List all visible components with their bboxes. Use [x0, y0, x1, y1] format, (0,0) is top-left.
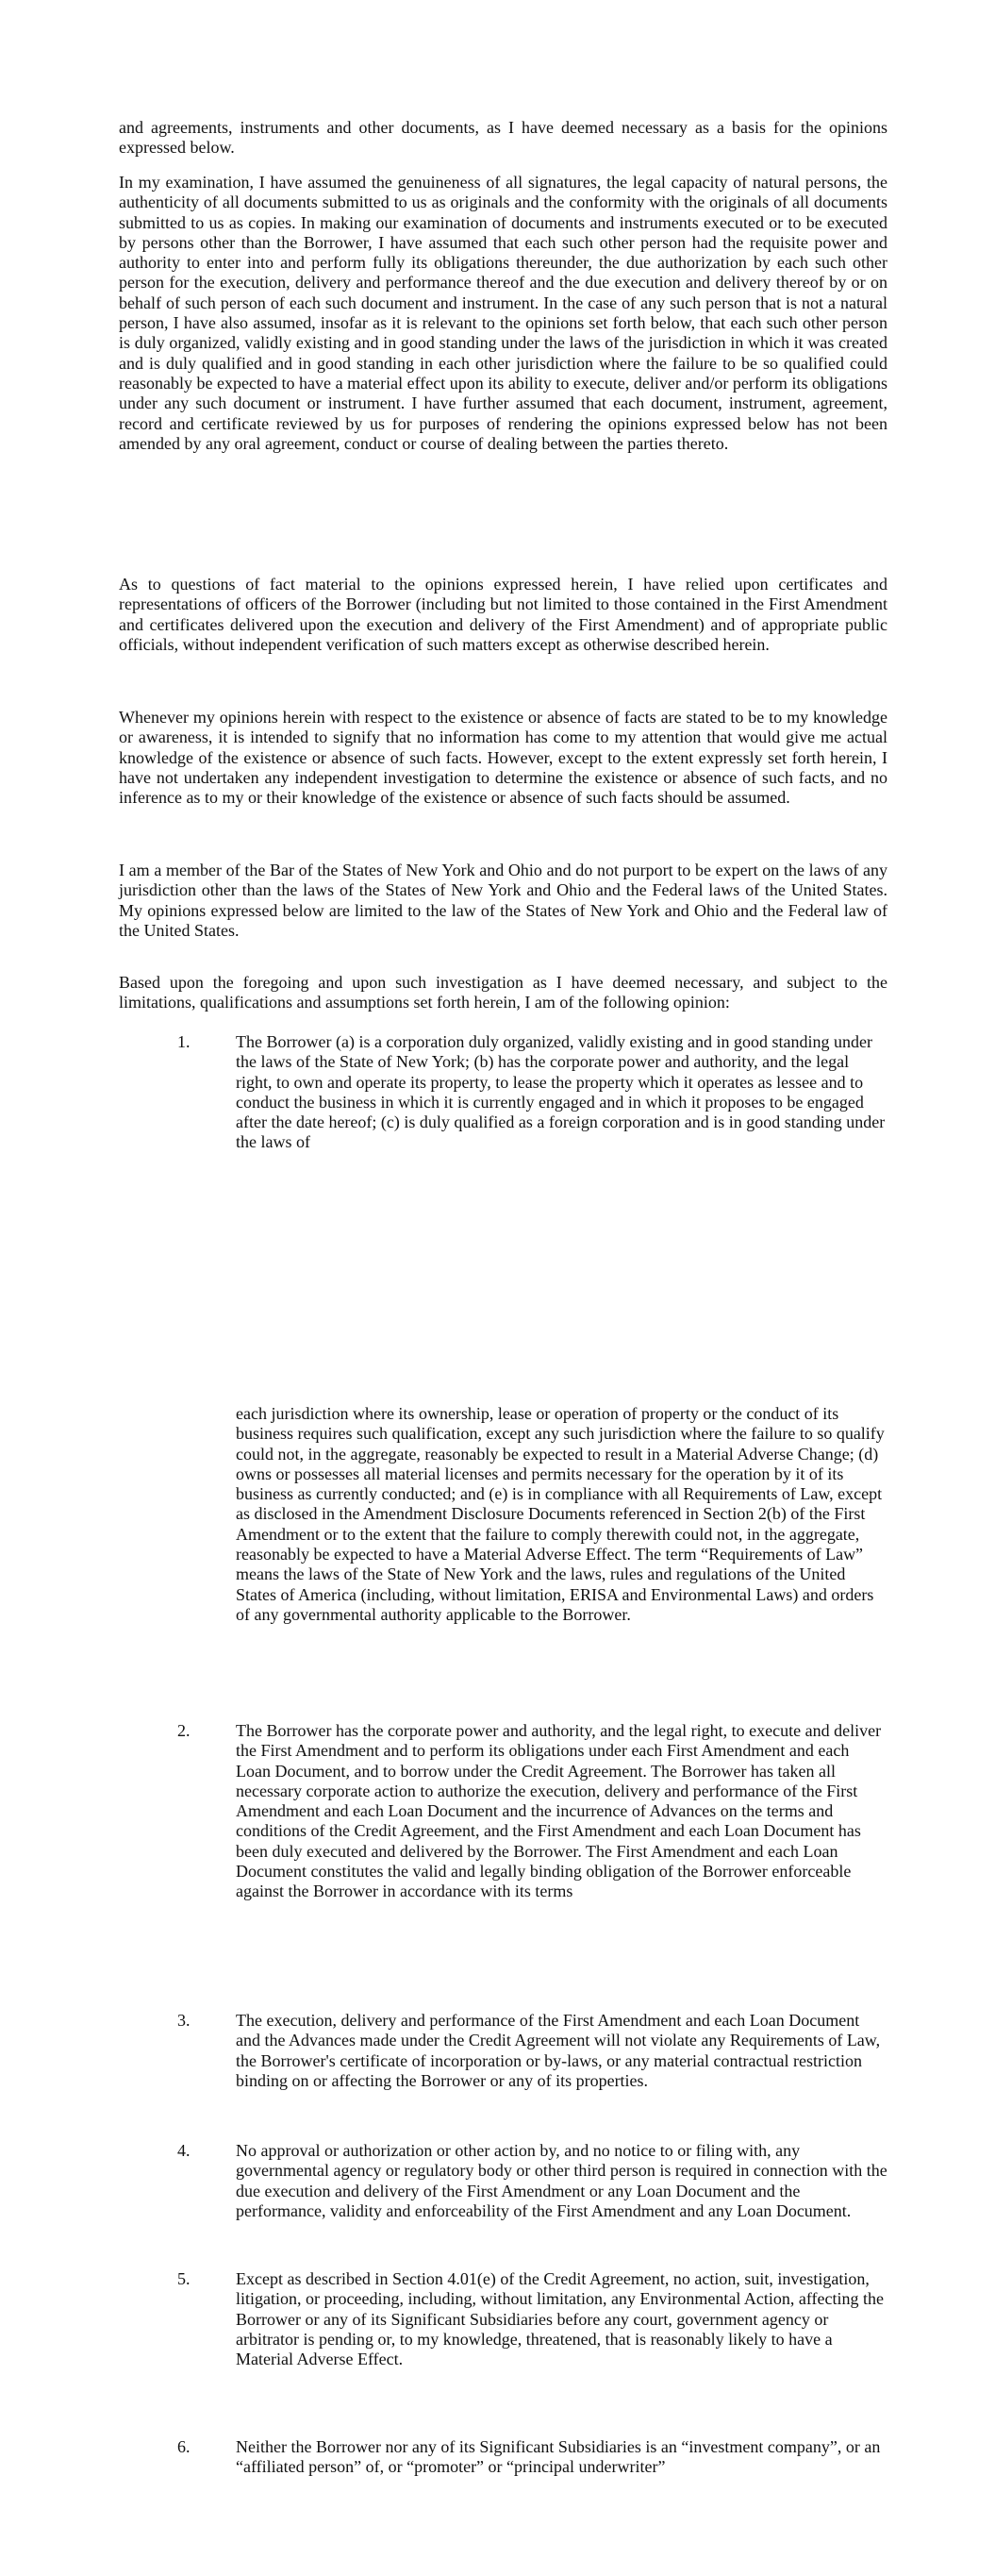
item-number: 3.	[177, 2011, 191, 2030]
item-number: 6.	[177, 2437, 191, 2456]
knowledge-paragraph: Whenever my opinions herein with respect to the existence or absence of facts are stated to be to my knowledge or awareness, it is intended to signify that no information has come to my attention that would give me actual knowledge of the existence or absence of such facts. However, except to the extent expressly set forth herein, I have not undertaken any independent investigation to determine the existence or absence of such facts, and no inference as to my or their knowledge of the existence or absence of such facts should be assumed.	[119, 708, 887, 808]
item-text: The execution, delivery and performance of the First Amendment and each Loan Document and the Advances made under the Credit Agreement will not violate any Requirements of Law, the Borrower's certificate of incorporation or by-laws, or any material contractual restriction binding on or affecting the Borrower or any of its properties.	[236, 2011, 881, 2090]
item-number: 1.	[177, 1032, 191, 1051]
assumptions-paragraph: In my examination, I have assumed the genuineness of all signatures, the legal capacity of natural persons, the authenticity of all documents submitted to us as originals and the conformity with the originals of all documents submitted to us as copies. In making our examination of documents and instruments executed or to be executed by persons other than the Borrower, I have assumed that each such other person had the requisite power and authority to enter into and perform fully its obligations thereunder, the due authorization by each such other person for the execution, delivery and performance thereof and the due execution and delivery thereof by or on behalf of such person of each such document and instrument. In the case of any such person that is not a natural person, I have also assumed, insofar as it is relevant to the opinions set forth below, that each such other person is duly organized, validly existing and in good standing under the laws of the jurisdiction in which it was created and is duly qualified and in good standing in each other jurisdiction where the failure to be so qualified could reasonably be expected to have a material effect upon its ability to execute, deliver and/or perform its obligations under any such document or instrument. I have further assumed that each document, instrument, agreement, record and certificate reviewed by us for purposes of rendering the opinions expressed below has not been amended by any oral agreement, conduct or course of dealing between the parties thereto.	[119, 173, 887, 453]
reliance-paragraph: As to questions of fact material to the opinions expressed herein, I have relied upon certificates and representations of officers of the Borrower (including but not limited to those contained in the First Amendment and certificates delivered upon the execution and delivery of the First Amendment) and of appropriate public officials, without independent verification of such matters except as otherwise described herein.	[119, 575, 887, 654]
item-number: 2.	[177, 1721, 191, 1740]
intro-continuation-paragraph: and agreements, instruments and other documents, as I have deemed necessary as a basis for the opinions expressed below.	[119, 118, 887, 158]
item-text: Neither the Borrower nor any of its Significant Subsidiaries is an “investment company”, or an “affiliated person” of, or “promoter” or “principal underwriter”	[236, 2437, 881, 2477]
item-text: No approval or authorization or other action by, and no notice to or filing with, any governmental agency or regulatory body or other third person is required in connection with the due execution and delivery of the First Amendment or any Loan Document and the performance, validity and enforceability of the First Amendment and any Loan Document.	[236, 2141, 887, 2220]
opinion-item-1-continuation: each jurisdiction where its ownership, lease or operation of property or the conduct of its business requires such qualification, except any such jurisdiction where the failure to so qualify could not, in the aggregate, reasonably be expected to result in a Material Adverse Change; (d) owns or possesses all material licenses and permits necessary for the operation by it of its business as currently conducted; and (e) is in compliance with all Requirements of Law, except as disclosed in the Amendment Disclosure Documents referenced in Section 2(b) of the First Amendment or to the extent that the failure to comply therewith could not, in the aggregate, reasonably be expected to have a Material Adverse Effect. The term “Requirements of Law” means the laws of the State of New York and the laws, rules and regulations of the United States of America (including, without limitation, ERISA and Environmental Laws) and orders of any governmental authority applicable to the Borrower.	[236, 1404, 885, 1624]
item-text: The Borrower (a) is a corporation duly organized, validly existing and in good standing under the laws of the State of New York; (b) has the corporate power and authority, and the legal right, to own and operate its property, to lease the property which it operates as lessee and to conduct the business in which it is currently engaged and in which it proposes to be engaged after the date hereof; (c) is duly qualified as a foreign corporation and is in good standing under the laws of	[236, 1032, 886, 1152]
bar-membership-paragraph: I am a member of the Bar of the States of New York and Ohio and do not purport to be expert on the laws of any jurisdiction other than the laws of the States of New York and Ohio and the Federal laws of the United States. My opinions expressed below are limited to the law of the States of New York and Ohio and the Federal law of the United States.	[119, 861, 887, 940]
item-number: 4.	[177, 2141, 191, 2160]
item-text: The Borrower has the corporate power and authority, and the legal right, to execute and deliver the First Amendment and to perform its obligations under each First Amendment and each Loan Document, and to borrow under the Credit Agreement. The Borrower has taken all necessary corporate action to authorize the execution, delivery and performance of the First Amendment and each Loan Document and the incurrence of Advances on the terms and conditions of the Credit Agreement, and the First Amendment and each Loan Document has been duly executed and delivered by the Borrower. The First Amendment and each Loan Document constitutes the valid and legally binding obligation of the Borrower enforceable against the Borrower in accordance with its terms	[236, 1721, 882, 1901]
item-number: 5.	[177, 2269, 191, 2288]
item-text: Except as described in Section 4.01(e) of the Credit Agreement, no action, suit, investigation, litigation, or proceeding, including, without limitation, any Environmental Action, affecting the Borrower or any of its Significant Subsidiaries before any court, government agency or arbitrator is pending or, to my knowledge, threatened, that is reasonably likely to have a Material Adverse Effect.	[236, 2269, 885, 2369]
opinion-lead-in-paragraph: Based upon the foregoing and upon such investigation as I have deemed necessary, and subject to the limitations, qualifications and assumptions set forth herein, I am of the following opinion:	[119, 973, 887, 1012]
